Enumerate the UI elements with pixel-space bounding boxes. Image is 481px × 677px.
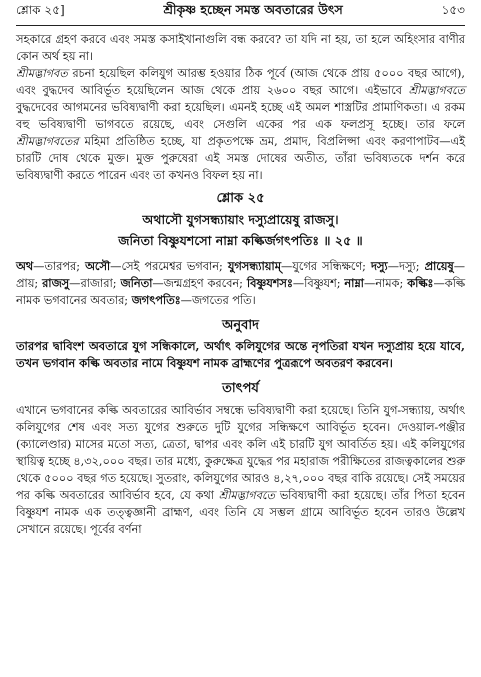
page-number: ১৫৩ xyxy=(441,3,465,17)
verse-line-2: জনিতা বিষ্ণুযশসো নাম্না কল্কির্জগৎপতিঃ ॥ ২৫ ॥ xyxy=(118,233,363,248)
book-name: শ্রীমদ্ভাগবতে xyxy=(408,84,465,97)
verse-reference: শ্লোক ২৫] xyxy=(16,3,65,17)
intro-paragraph-1: সহকারে গ্রহণ করবে এবং সমস্ত কসাইখানাগুলি বন্ধ করবে? তা যদি না হয়, তা হলে অহিংসার বাণীর কোন অর্থ হয় না। xyxy=(16,33,465,63)
synonyms: অথ—তারপর; অসৌ—সেই পরমেশ্বর ভগবান; যুগসন্ধ্যায়াম্—যুগের সন্ধিক্ষণে; দস্যু—দস্যু; প্রায়েষু—প্রায়; রাজসু—রাজারা; জনিতা—জন্মগ্রহণ করবেন; বিষ্ণুযশসঃ—বিষ্ণুযশ; নাম্না—নামক; কল্কিঃ—কল্কি নামক ভগবানের অবতার; জগৎপতিঃ—জগতের পতি। xyxy=(16,259,466,307)
translation-heading: অনুবাদ xyxy=(222,318,259,333)
book-name: শ্রীমদ্ভাগবত xyxy=(16,67,68,80)
translation-text: তারপর দ্বাবিংশ অবতারে যুগ সন্ধিকালে, অর্থাৎ কলিযুগের অন্তে নৃপতিরা যখন দস্যুপ্রায় হয়ে যাবে, তখন ভগবান কল্কি অবতার নামে বিষ্ণুযশ নামক ব্রাহ্মণের পুত্ররূপে অবতরণ করবেন। xyxy=(16,339,465,370)
book-name: শ্রীমদ্ভাগবতে xyxy=(218,489,276,502)
verse-line-1: অথাসৌ যুগসন্ধ্যায়াং দস্যুপ্রায়েষু রাজসু। xyxy=(142,212,339,227)
running-header xyxy=(16,0,465,26)
book-name: শ্রীমদ্ভাগবতের xyxy=(16,135,79,148)
intro-paragraph-2: শ্রীমদ্ভাগবত রচনা হয়েছিল কলিযুগ আরম্ভ হওয়ার ঠিক পূর্বে (আজ থেকে প্রায় ৫০০০ বছর আগে), এবং বুদ্ধদেব আবির্ভূত হয়েছিলেন আজ থেকে প্রায় ২৬০০ বছর আগে। এইভাবে শ্রীমদ্ভাগবতে বুদ্ধদেবের আগমনের ভবিষ্যদ্বাণী করা হয়েছিল। এমনই হচ্ছে এই অমল শাস্ত্রটির প্রামাণিকতা। এ রকম বহু ভবিষ্যদ্বাণী ভাগবতে রয়েছে, এবং সেগুলি একের পর এক ফলপ্রসূ হচ্ছে। তার ফলে শ্রীমদ্ভাগবতের মহিমা প্রতিষ্ঠিত হচ্ছে, যা প্রকৃতপক্ষে ভ্রম, প্রমাদ, বিপ্রলিপ্সা এবং করণাপাটব—এই চারটি দোষ থেকে মুক্ত। মুক্ত পুরুষেরা এই সমস্ত দোষের অতীত, তাঁরা ভবিষ্যতকে দর্শন করে ভবিষ্যদ্বাণী করতে পারেন এবং তা কখনও বিফল হয় না। xyxy=(16,67,465,182)
verse-title: শ্লোক ২৫ xyxy=(216,191,265,206)
chapter-title: শ্রীকৃষ্ণ হচ্ছেন সমস্ত অবতারের উৎস xyxy=(163,2,343,17)
purport-heading: তাৎপর্য xyxy=(222,381,259,396)
purport-text: এখানে ভগবানের কল্কি অবতারের আবির্ভাব সম্বন্ধে ভবিষ্যদ্বাণী করা হয়েছে। তিনি যুগ-সন্ধ্যায়, অর্থাৎ কলিযুগের শেষ এবং সত্য যুগের শুরুতে দুটি যুগের সন্ধিক্ষণে আবির্ভূত হবেন। দেওয়াল-পঞ্জীর (ক্যালেণ্ডার) মাসের মতো সত্য, ত্রেতা, দ্বাপর এবং কলি এই চারটি যুগ আবর্তিত হয়। এই কলিযুগের স্থায়িত্ব হচ্ছে ৪,৩২,০০০ বছর। তার মধ্যে, কুরুক্ষেত্র যুদ্ধের পর মহারাজ পরীক্ষিতের রাজত্বকালের শুরু থেকে ৫০০০ বছর গত হয়েছে। সুতরাং, কলিযুগের আরও ৪,২৭,০০০ বছর বাকি রয়েছে। সেই সময়ের পর কল্কি অবতারের আবির্ভাব হবে, যে কথা শ্রীমদ্ভাগবতে ভবিষ্যদ্বাণী করা হয়েছে। তাঁর পিতা হবেন বিষ্ণুযশ নামক এক তত্ত্বজ্ঞানী ব্রাহ্মণ, এবং তিনি যে সম্ভল গ্রামে আবির্ভূত হবেন তারও উল্লেখ সেখানে রয়েছে। পূর্বের বর্ণনা xyxy=(16,404,466,536)
